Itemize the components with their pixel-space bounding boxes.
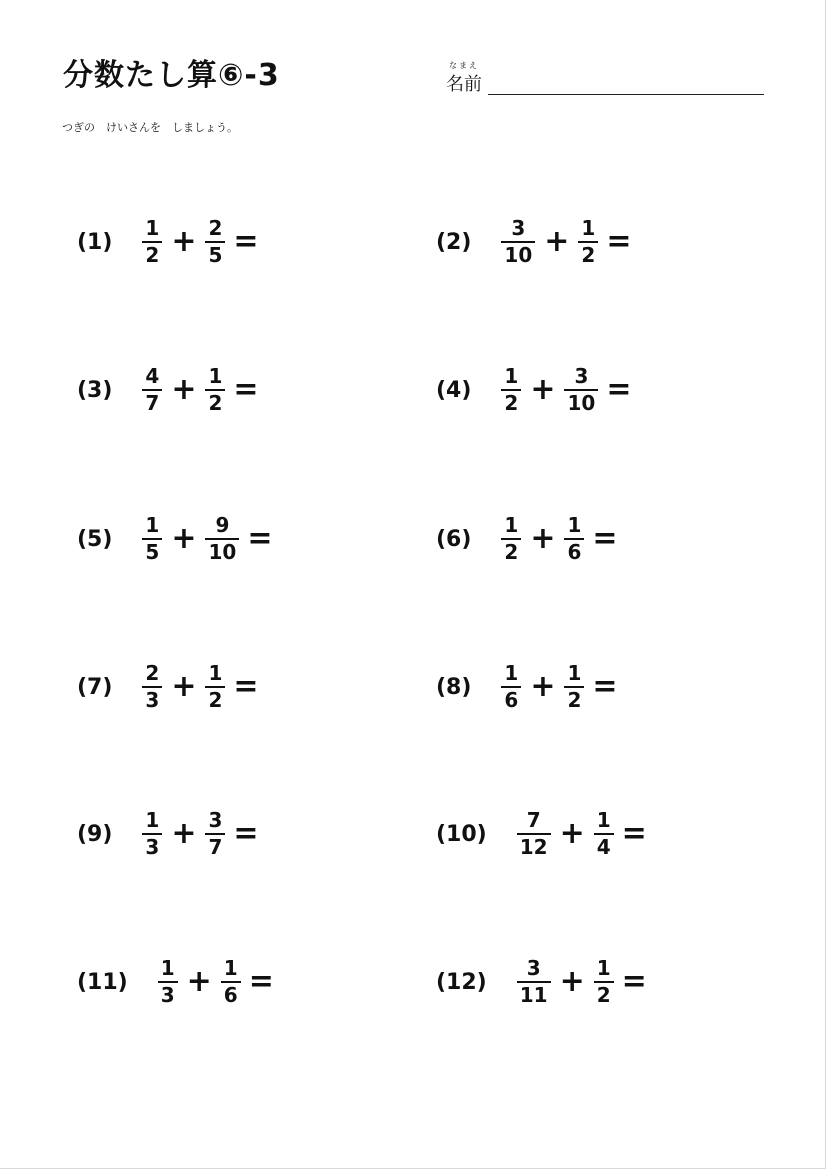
problem-8 — [436, 657, 618, 717]
fraction-first — [142, 809, 162, 859]
plus-sign: + — [544, 224, 570, 259]
numerator: 3 — [574, 364, 589, 388]
numerator: 1 — [145, 808, 160, 832]
fraction-second — [564, 662, 584, 712]
fraction-second — [564, 514, 584, 564]
problem-number: (5) — [77, 526, 113, 552]
numerator: 1 — [581, 216, 596, 240]
numerator: 2 — [145, 661, 160, 685]
name-ruby: なまえ — [449, 61, 479, 70]
denominator: 6 — [567, 540, 582, 564]
plus-sign: + — [171, 224, 197, 259]
numerator: 1 — [504, 364, 519, 388]
fraction-second — [594, 957, 614, 1007]
plus-sign: + — [171, 669, 197, 704]
problem-4 — [436, 360, 631, 420]
fraction-second — [205, 662, 225, 712]
numerator: 9 — [215, 513, 230, 537]
denominator: 10 — [208, 540, 237, 564]
equals-sign: = — [233, 816, 259, 851]
problem-number: (7) — [77, 674, 113, 700]
problem-number: (9) — [77, 821, 113, 847]
denominator: 11 — [519, 983, 548, 1007]
denominator: 5 — [145, 540, 160, 564]
numerator: 3 — [526, 956, 541, 980]
equals-sign: = — [233, 224, 259, 259]
numerator: 3 — [208, 808, 223, 832]
fraction-first — [517, 809, 551, 859]
denominator: 7 — [145, 391, 160, 415]
problem-number: (2) — [436, 229, 472, 255]
fraction-first — [501, 662, 521, 712]
problem-number: (11) — [77, 969, 128, 995]
numerator: 3 — [511, 216, 526, 240]
denominator: 2 — [208, 391, 223, 415]
fraction-second — [205, 514, 239, 564]
plus-sign: + — [530, 372, 556, 407]
plus-sign: + — [559, 964, 585, 999]
problem-7 — [77, 657, 259, 717]
denominator: 3 — [145, 835, 160, 859]
fraction-second — [564, 365, 598, 415]
numerator: 1 — [145, 513, 160, 537]
fraction-first — [142, 217, 162, 267]
name-area — [446, 60, 766, 100]
plus-sign: + — [171, 816, 197, 851]
fraction-first — [501, 217, 535, 267]
fraction-first — [142, 514, 162, 564]
numerator: 1 — [160, 956, 175, 980]
equals-sign: = — [606, 372, 632, 407]
denominator: 10 — [504, 243, 533, 267]
fraction-second — [578, 217, 598, 267]
fraction-second — [205, 809, 225, 859]
fraction-second — [205, 217, 225, 267]
plus-sign: + — [530, 521, 556, 556]
numerator: 1 — [596, 808, 611, 832]
problem-1 — [77, 212, 259, 272]
fraction-second — [594, 809, 614, 859]
denominator: 3 — [145, 688, 160, 712]
problem-10 — [436, 804, 647, 864]
fraction-first — [158, 957, 178, 1007]
denominator: 7 — [208, 835, 223, 859]
problem-number: (6) — [436, 526, 472, 552]
problem-11 — [77, 952, 274, 1012]
denominator: 2 — [581, 243, 596, 267]
denominator: 2 — [567, 688, 582, 712]
problem-9 — [77, 804, 259, 864]
denominator: 2 — [504, 540, 519, 564]
denominator: 2 — [208, 688, 223, 712]
problem-number: (3) — [77, 377, 113, 403]
problem-number: (10) — [436, 821, 487, 847]
equals-sign: = — [233, 669, 259, 704]
problem-number: (1) — [77, 229, 113, 255]
numerator: 1 — [145, 216, 160, 240]
numerator: 1 — [504, 513, 519, 537]
denominator: 4 — [596, 835, 611, 859]
denominator: 12 — [519, 835, 548, 859]
name-write-line[interactable] — [488, 94, 764, 95]
equals-sign: = — [247, 521, 273, 556]
problem-2 — [436, 212, 631, 272]
denominator: 10 — [567, 391, 596, 415]
equals-sign: = — [621, 964, 647, 999]
plus-sign: + — [171, 372, 197, 407]
numerator: 4 — [145, 364, 160, 388]
plus-sign: + — [559, 816, 585, 851]
problem-6 — [436, 509, 618, 569]
denominator: 3 — [160, 983, 175, 1007]
problem-12 — [436, 952, 647, 1012]
numerator: 2 — [208, 216, 223, 240]
fraction-first — [142, 365, 162, 415]
problem-number: (12) — [436, 969, 487, 995]
problem-5 — [77, 509, 272, 569]
numerator: 1 — [567, 661, 582, 685]
fraction-second — [221, 957, 241, 1007]
fraction-first — [517, 957, 551, 1007]
fraction-first — [142, 662, 162, 712]
instruction-text: つぎの けいさんを しましょう。 — [62, 121, 238, 134]
problem-number: (4) — [436, 377, 472, 403]
numerator: 1 — [208, 364, 223, 388]
equals-sign: = — [248, 964, 274, 999]
denominator: 2 — [504, 391, 519, 415]
name-label: 名前 — [446, 74, 482, 95]
denominator: 2 — [145, 243, 160, 267]
fraction-first — [501, 365, 521, 415]
denominator: 2 — [596, 983, 611, 1007]
equals-sign: = — [233, 372, 259, 407]
equals-sign: = — [592, 521, 618, 556]
numerator: 7 — [526, 808, 541, 832]
numerator: 1 — [567, 513, 582, 537]
fraction-first — [501, 514, 521, 564]
plus-sign: + — [530, 669, 556, 704]
equals-sign: = — [606, 224, 632, 259]
plus-sign: + — [171, 521, 197, 556]
worksheet-title: 分数たし算⑥-3 — [63, 58, 280, 93]
equals-sign: = — [592, 669, 618, 704]
denominator: 6 — [504, 688, 519, 712]
numerator: 1 — [596, 956, 611, 980]
fraction-second — [205, 365, 225, 415]
numerator: 1 — [223, 956, 238, 980]
denominator: 5 — [208, 243, 223, 267]
problem-number: (8) — [436, 674, 472, 700]
denominator: 6 — [223, 983, 238, 1007]
problem-3 — [77, 360, 259, 420]
numerator: 1 — [504, 661, 519, 685]
plus-sign: + — [186, 964, 212, 999]
equals-sign: = — [621, 816, 647, 851]
numerator: 1 — [208, 661, 223, 685]
